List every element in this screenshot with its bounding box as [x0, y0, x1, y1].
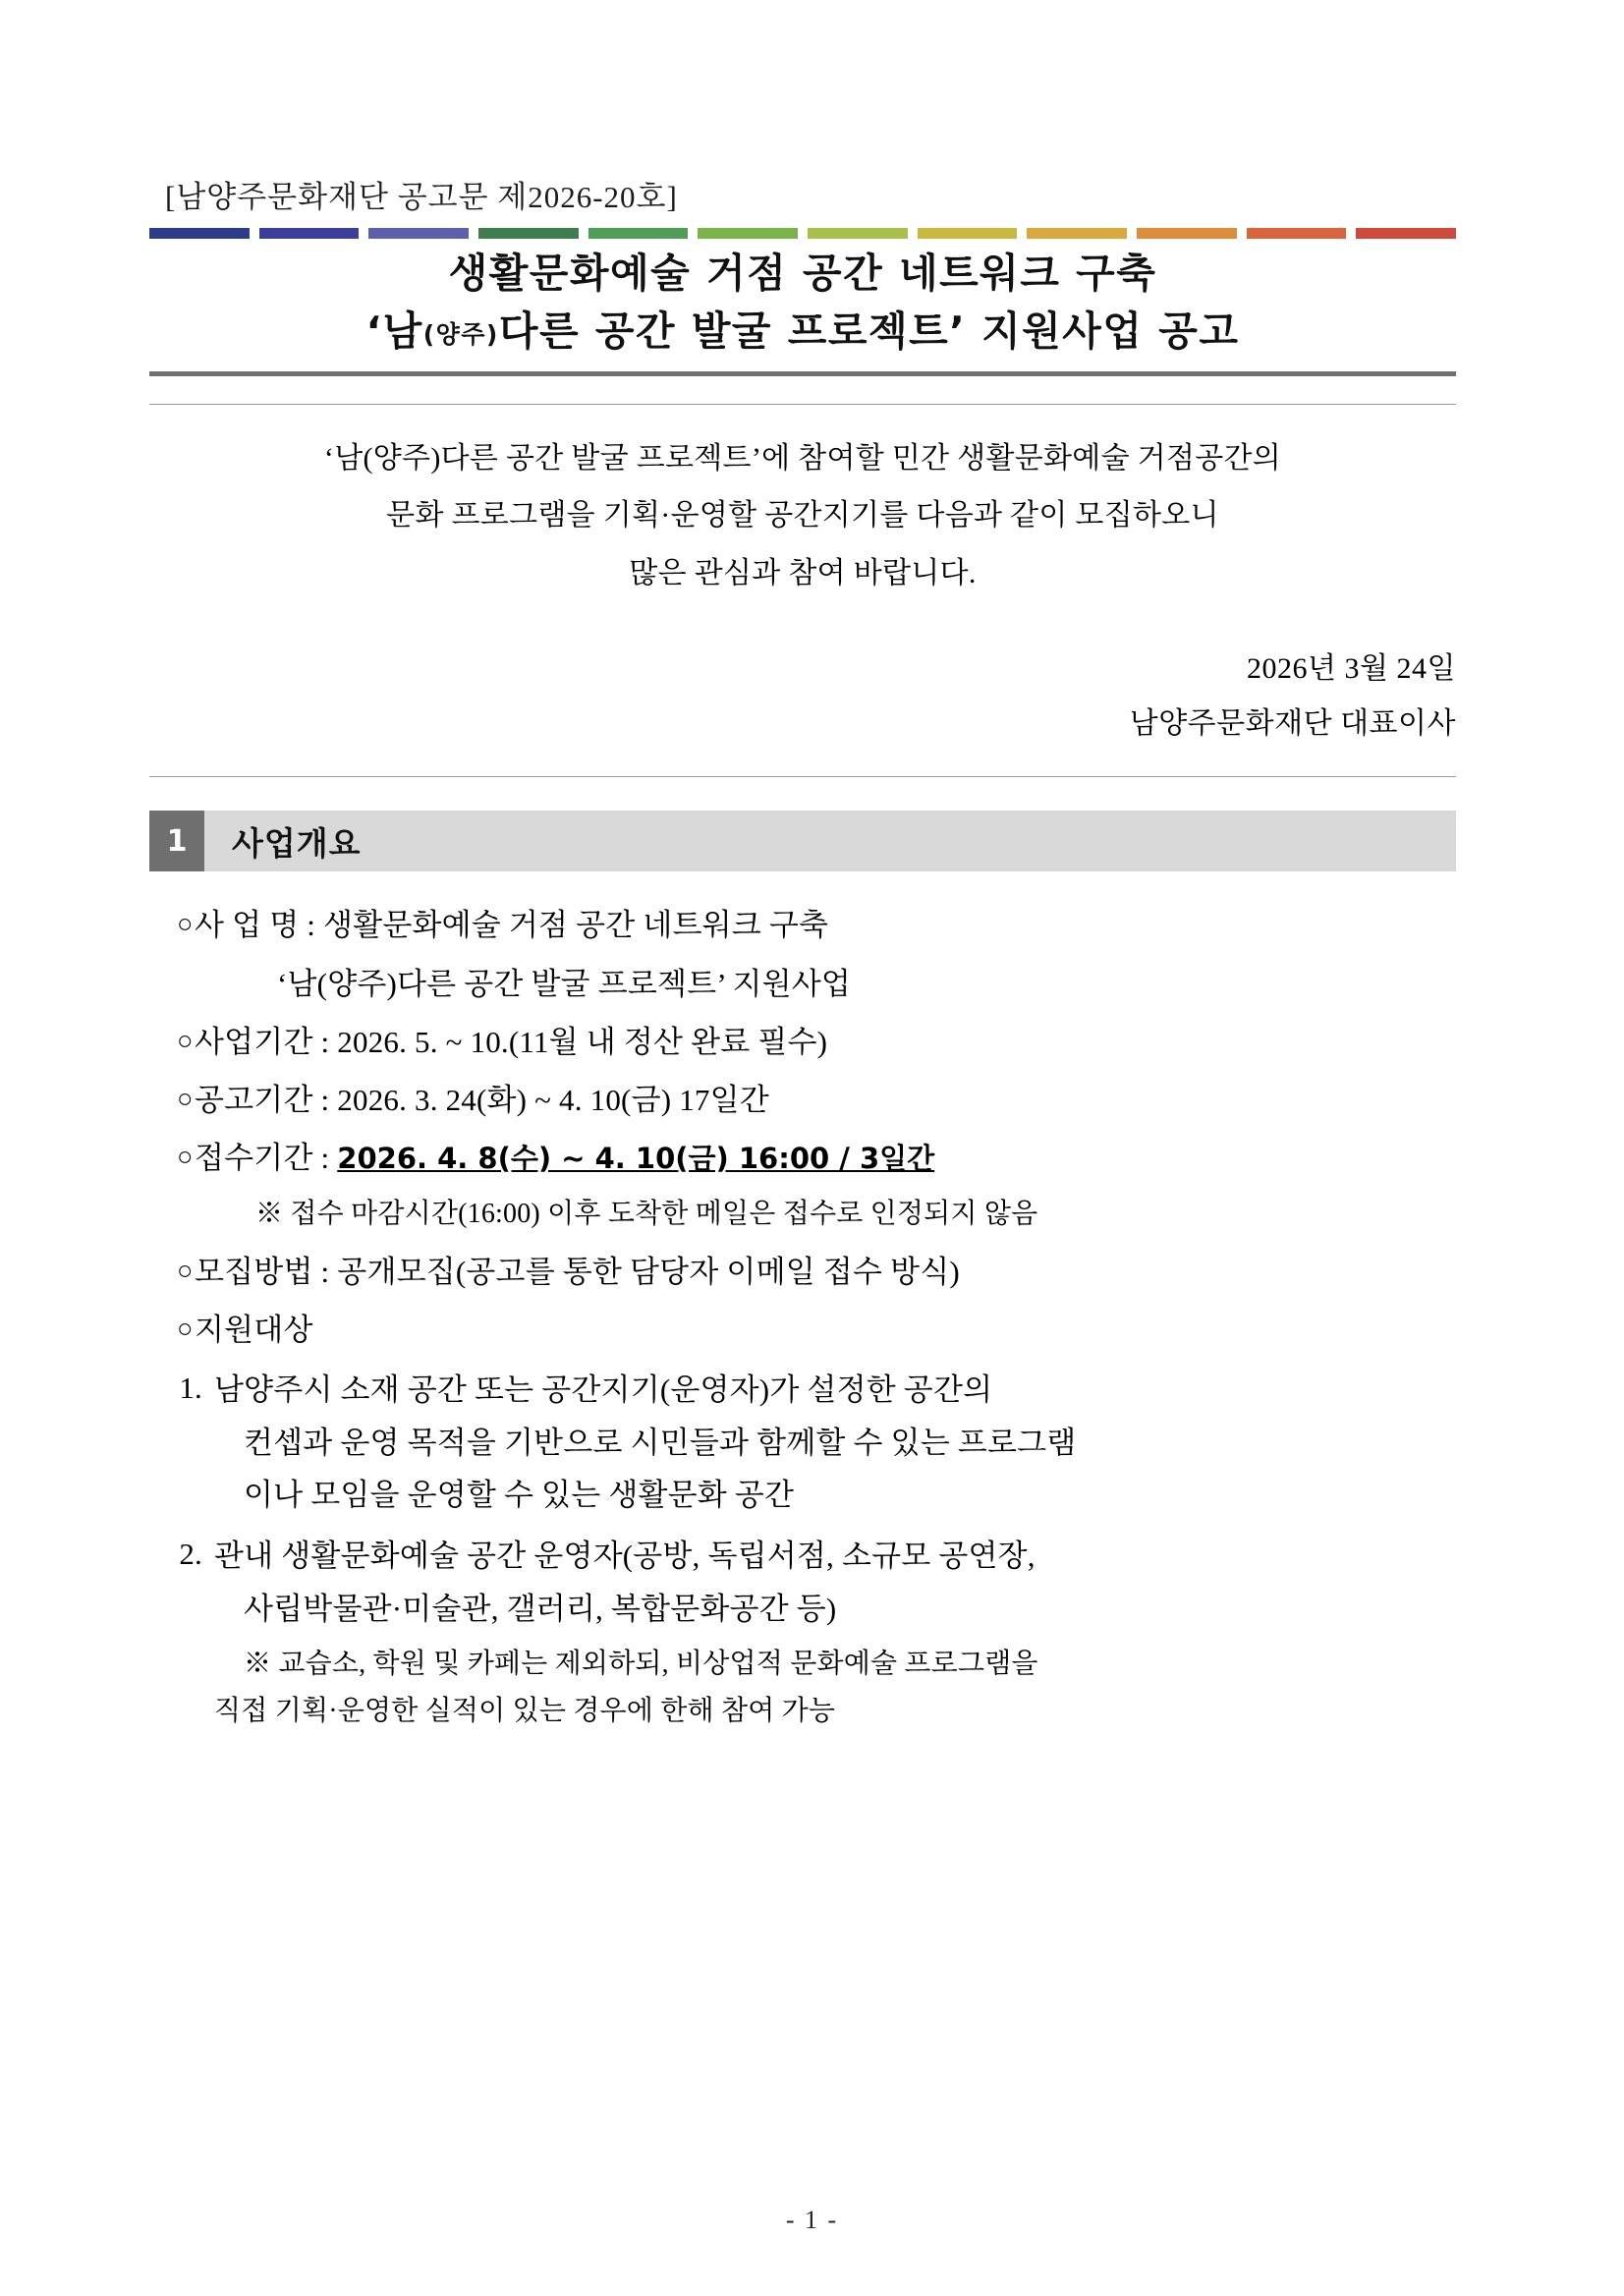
- circle-bullet-icon: ○: [177, 1142, 194, 1172]
- title-line-2-pre: ‘남: [365, 308, 423, 356]
- numbered-list-item: [149, 1530, 1456, 1735]
- target-1-line-2: 컨셉과 운영 목적을 기반으로 시민들과 함께할 수 있는 프로그램: [244, 1425, 1077, 1460]
- intro-line-1: ‘남(양주)다른 공간 발굴 프로젝트’에 참여할 민간 생활문화예술 거점공간의: [323, 441, 1282, 475]
- circle-bullet-icon: ○: [177, 1025, 194, 1055]
- circle-bullet-icon: ○: [177, 1255, 194, 1285]
- dash-segment: [368, 228, 469, 239]
- dash-segment: [1247, 228, 1347, 239]
- dash-segment: [478, 228, 579, 239]
- dash-segment: [698, 228, 798, 239]
- receipt-deadline-note: ※ 접수 마감시간(16:00) 이후 도착한 메일은 접수로 인정되지 않음: [255, 1199, 1038, 1230]
- title-line-2-sub: (양주): [422, 320, 499, 350]
- signature-block: [149, 642, 1468, 751]
- dash-segment: [588, 228, 689, 239]
- intro-line-2: 문화 프로그램을 기획·운영할 공간지기를 다음과 같이 모집하오니: [386, 499, 1219, 532]
- title-line-2-post: 다른 공간 발굴 프로젝트’ 지원사업 공고: [498, 308, 1240, 356]
- dash-segment: [1027, 228, 1127, 239]
- receipt-period-text: [195, 1134, 1456, 1183]
- signature-issuer: 남양주문화재단 대표이사: [1129, 706, 1456, 740]
- circle-bullet-icon: ○: [177, 1084, 194, 1114]
- dash-segment: [918, 228, 1018, 239]
- signature-divider: [149, 776, 1456, 777]
- recruit-method-text: 모집방법 : 공개모집(공고를 통한 담당자 이메일 접수 방식): [195, 1254, 960, 1289]
- item-number: 1.: [179, 1371, 202, 1406]
- dash-segment: [1137, 228, 1237, 239]
- title-divider: [149, 371, 1456, 376]
- receipt-period-emphasis: 2026. 4. 8(수) ~ 4. 10(금) 16:00 / 3일간: [337, 1142, 935, 1176]
- business-name-continuation: ‘남(양주)다른 공간 발굴 프로젝트’ 지원사업: [277, 966, 852, 1001]
- intro-line-3: 많은 관심과 참여 바랍니다.: [629, 556, 977, 589]
- section-1-body: [149, 901, 1456, 1735]
- page-number: - 1 -: [785, 2206, 839, 2234]
- list-item: [149, 901, 1456, 950]
- dash-segment: [1356, 228, 1456, 239]
- target-2-line-1: 관내 생활문화예술 공간 운영자(공방, 독립서점, 소규모 공연장,: [214, 1539, 1036, 1574]
- list-item: [149, 1306, 1456, 1355]
- target-2-note-line-2: 직접 기획·운영한 실적이 있는 경우에 한해 참여 가능: [214, 1695, 836, 1726]
- target-1-body: [214, 1364, 1456, 1521]
- target-1-line-3: 이나 모임을 운영할 수 있는 생활문화 공간: [244, 1477, 795, 1512]
- signature-date: 2026년 3월 24일: [1247, 652, 1456, 686]
- section-header-1: [149, 811, 1456, 871]
- dash-segment: [808, 228, 908, 239]
- document-number: [남양주문화재단 공고문 제2026-20호]: [165, 180, 678, 214]
- list-item: [149, 1248, 1456, 1297]
- target-2-note-line-1: ※ 교습소, 학원 및 카페는 제외하되, 비상업적 문화예술 프로그램을: [244, 1648, 1038, 1679]
- business-period-text: 사업기간 : 2026. 5. ~ 10.(11월 내 정산 완료 필수): [195, 1024, 828, 1059]
- intro-paragraph: [149, 430, 1456, 603]
- circle-bullet-icon: ○: [177, 1314, 194, 1344]
- support-target-label: 지원대상: [195, 1313, 313, 1348]
- notice-period-text: 공고기간 : 2026. 3. 24(화) ~ 4. 10(금) 17일간: [195, 1083, 769, 1118]
- target-2-body: [214, 1530, 1456, 1735]
- dash-segment: [259, 228, 360, 239]
- title-line-1: 생활문화예술 거점 공간 네트워크 구축: [448, 250, 1157, 297]
- business-name-text: 사 업 명 : 생활문화예술 거점 공간 네트워크 구축: [195, 908, 829, 943]
- document-title: [149, 245, 1456, 362]
- intro-top-divider: [149, 404, 1456, 405]
- section-title-text: 사업개요: [232, 823, 362, 863]
- dash-segment: [149, 228, 250, 239]
- item-number: 2.: [179, 1537, 202, 1572]
- receipt-period-prefix: 접수기간 :: [195, 1141, 338, 1176]
- title-line-2: [149, 303, 1456, 361]
- list-item: [149, 1018, 1456, 1067]
- list-item: [149, 1076, 1456, 1125]
- target-2-line-2: 사립박물관·미술관, 갤러리, 복합문화공간 등): [244, 1591, 837, 1626]
- color-dash-strip: [149, 228, 1456, 239]
- section-number-badge: 1: [149, 811, 204, 871]
- target-1-line-1: 남양주시 소재 공간 또는 공간지기(운영자)가 설정한 공간의: [214, 1372, 993, 1408]
- list-item: [149, 1134, 1456, 1183]
- circle-bullet-icon: ○: [177, 909, 194, 939]
- numbered-list-item: [149, 1364, 1456, 1521]
